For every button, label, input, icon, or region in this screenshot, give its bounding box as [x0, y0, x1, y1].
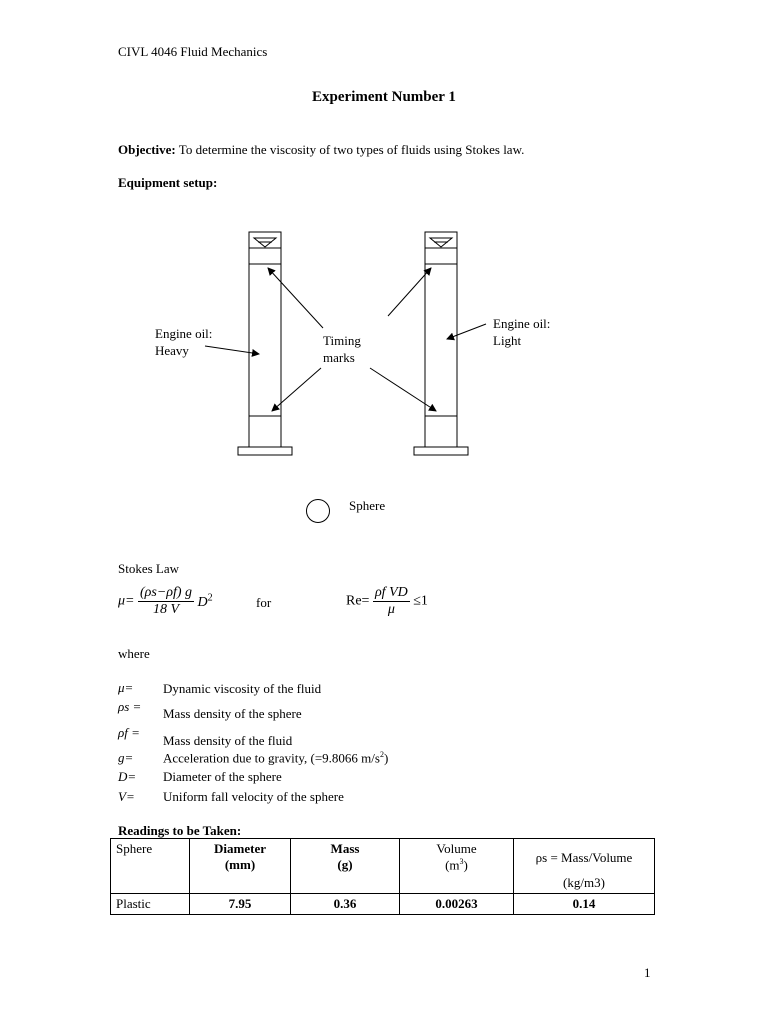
- header-diameter: Diameter (mm): [190, 839, 291, 894]
- objective-label: Objective:: [118, 142, 176, 157]
- timing-marks-label: Timing marks: [323, 333, 361, 365]
- def-symbol-rhof: ρf =: [118, 725, 140, 740]
- left-column: [238, 232, 292, 455]
- header-sphere: Sphere: [111, 839, 190, 894]
- left-oil-label: Engine oil: Heavy: [155, 326, 213, 358]
- page-number: 1: [644, 965, 651, 980]
- sphere-circle: [307, 500, 330, 523]
- cell-diameter: 7.95: [190, 894, 291, 915]
- stokes-for: for: [256, 595, 272, 610]
- cell-volume: 0.00263: [400, 894, 514, 915]
- cell-sphere: Plastic: [111, 894, 190, 915]
- readings-title: Readings to be Taken:: [118, 823, 242, 838]
- objective-text: To determine the viscosity of two types of fluids using Stokes law.: [175, 142, 525, 157]
- table-header-row: [111, 839, 655, 894]
- table-row: [111, 894, 655, 915]
- def-text-g: Acceleration due to gravity, (=9.8066 $m/s^2$): [163, 750, 389, 766]
- stokes-law-title: Stokes Law: [118, 561, 180, 576]
- header-volume: Volume $(m^3)$: [400, 839, 514, 894]
- def-text-v: Uniform fall velocity of the sphere: [163, 789, 344, 804]
- cell-density: 0.14: [514, 894, 655, 915]
- def-symbol-g: g=: [118, 750, 134, 765]
- right-oil-label: Engine oil: Light: [493, 316, 551, 348]
- readings-table: [110, 838, 655, 915]
- page-title: Experiment Number 1: [312, 89, 456, 105]
- stokes-formula: μ= $\frac{(\rho s-\rho f) g}{18 V}$ $D^2$: [118, 585, 213, 617]
- reynolds-formula: Re= $\frac{\text{ρf VD}}{\mu}$ ≤1: [346, 585, 428, 617]
- def-symbol-rhos: ρs =: [118, 699, 142, 714]
- equipment-label: Equipment setup:: [118, 175, 218, 190]
- def-symbol-mu: μ=: [118, 680, 134, 695]
- def-text-d: Diameter of the sphere: [163, 769, 282, 784]
- cell-mass: 0.36: [291, 894, 400, 915]
- def-text-rhof: Mass density of the fluid: [163, 733, 293, 748]
- course-header: CIVL 4046 Fluid Mechanics: [118, 44, 268, 59]
- header-density: ρs = Mass/Volume (kg/m3): [514, 839, 655, 894]
- right-column: [414, 232, 468, 455]
- def-text-mu: Dynamic viscosity of the fluid: [163, 681, 322, 696]
- where-label: where: [118, 646, 150, 661]
- def-text-rhos: Mass density of the sphere: [163, 706, 302, 721]
- header-mass: Mass (g): [291, 839, 400, 894]
- def-symbol-v: V=: [118, 789, 135, 804]
- def-symbol-d: D=: [118, 769, 137, 784]
- sphere-label: Sphere: [349, 498, 386, 513]
